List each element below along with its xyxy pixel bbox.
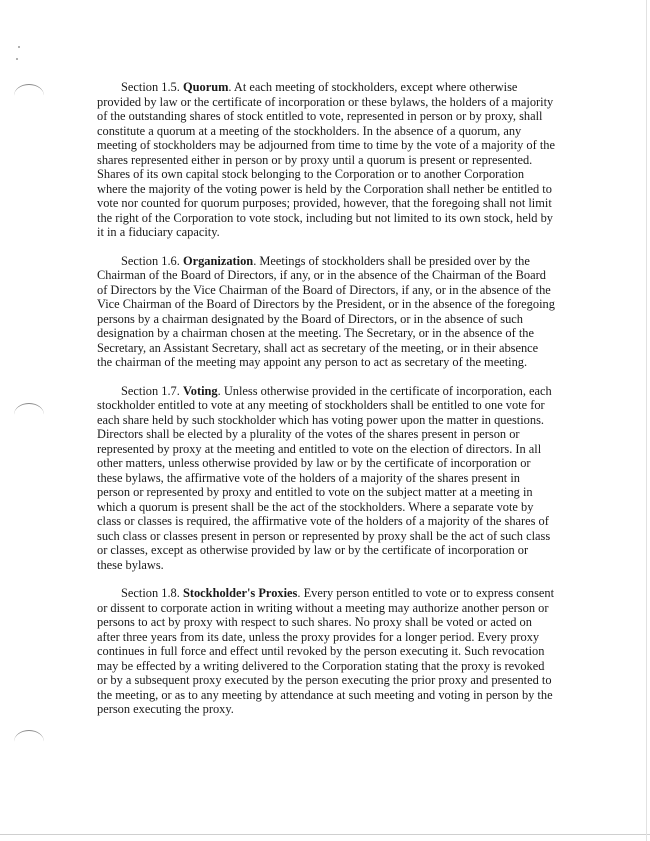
page-bottom-edge xyxy=(0,834,650,835)
section-heading: Organization xyxy=(182,253,254,268)
section-number: Section 1.8. xyxy=(121,586,180,600)
section-1-7: Section 1.7. Voting. Unless otherwise provided in the certificate of incorporation, each stockholder entitled to vote at any meeting of stockholders shall be entitled to one vote for each share held by such stockholder which has voting power upon the matter in questions. Directors shall be elected by a plurality of the votes of the shares present in person or represented by proxy at the meeting and entitled to vote on the election of directors. In all other matters, unless otherwise provided by law or by the certificate of incorporation or these bylaws, the affirmative vote of the holders of a majority of the shares present in person or represented by proxy and entitled to vote on the subject matter at a meeting in which a quorum is present shall be the act of the stockholders. Where a separate vote by class or classes is required, the affirmative vote of the holders of a majority of the shares of such class or classes present in person or represented by proxy shall be the act of such class or classes, except as otherwise provided by law or by the certificate of incorporation or these bylaws. xyxy=(97,383,552,572)
section-text: Meetings of stockholders shall be presided over by the Chairman of the Board of Directors, if any, or in the absence of the Chairman of the Board of Directors by the Vice Chairman of the Board of Directors, if any, or in the absence of the Vice Chairman of the Board of Directors by the President, or in the absence of the foregoing persons by a chairman designated by the Board of Directors, or in the absence of such designation by a chairman chosen at the meeting. The Secretary, or in the absence of the Secretary, an Assistant Secretary, shall act as secretary of the meeting, or in their absence the chairman of the meeting may appoint any person to act as secretary of the meeting. xyxy=(97,253,555,369)
punch-hole-middle xyxy=(14,403,44,426)
punch-hole-bottom xyxy=(14,730,44,753)
section-number: Section 1.7. xyxy=(121,383,180,398)
scan-speck xyxy=(16,58,18,60)
section-text: Unless otherwise provided in the certificate of incorporation, each stockholder entitled to vote at any meeting of stockholders shall be entitled to one vote for each share held by such stockholder which has voting power upon the matter in questions. Directors shall be elected by a plurality of the votes of the shares present in person or represented by proxy at the meeting and entitled to vote on the election of directors. In all other matters, unless otherwise provided by law or by the certificate of incorporation or these bylaws, the affirmative vote of the holders of a majority of the shares present in person or represented by proxy and entitled to vote on the subject matter at a meeting in which a quorum is present shall be the act of the stockholders. Where a separate vote by class or classes is required, the affirmative vote of the holders of a majority of the shares of such class or classes present in person or represented by proxy shall be the act of such class or classes, except as otherwise provided by law or by the certificate of incorporation or these bylaws. xyxy=(97,383,552,572)
section-heading: Quorum xyxy=(182,80,229,94)
punch-hole-top xyxy=(14,84,44,107)
document-body xyxy=(97,80,555,731)
section-heading: Voting xyxy=(182,383,218,398)
scan-speck xyxy=(18,46,20,48)
section-1-5: Section 1.5. Quorum. At each meeting of stockholders, except where otherwise provided by law or the certificate of incorporation or these bylaws, the holders of a majority of the outstanding shares of stock entitled to vote, represented in person or by proxy, shall constitute a quorum at a meeting of the stockholders. In the absence of a quorum, any meeting of stockholders may be adjourned from time to time by the vote of a majority of the shares represented either in person or by proxy until a quorum is present or represented. Shares of its own capital stock belonging to the Corporation or to another Corporation where the majority of the voting power is held by the Corporation shall nether be entitled to vote nor counted for quorum purposes; provided, however, that the foregoing shall not limit the right of the Corporation to vote stock, including but not limited to its own stock, held by it in a fiduciary capacity. xyxy=(97,80,555,239)
section-number: Section 1.5. xyxy=(121,80,180,94)
section-heading: Stockholder's Proxies xyxy=(182,586,298,600)
page-right-edge xyxy=(646,0,647,841)
section-text: At each meeting of stockholders, except where otherwise provided by law or the certificate of incorporation or these bylaws, the holders of a majority of the outstanding shares of stock entitled to vote, represented in person or by proxy, shall constitute a quorum at a meeting of the stockholders. In the absence of a quorum, any meeting of stockholders may be adjourned from time to time by the vote of a majority of the shares represented either in person or by proxy until a quorum is present or represented. Shares of its own capital stock belonging to the Corporation or to another Corporation where the majority of the voting power is held by the Corporation shall nether be entitled to vote nor counted for quorum purposes; provided, however, that the foregoing shall not limit the right of the Corporation to vote stock, including but not limited to its own stock, held by it in a fiduciary capacity. xyxy=(97,80,555,239)
section-number: Section 1.6. xyxy=(121,253,180,268)
section-text: Every person entitled to vote or to express consent or dissent to corporate action in writing without a meeting may authorize another person or persons to act by proxy with respect to such shares. No proxy shall be voted or acted on after three years from its date, unless the proxy provides for a longer period. Every proxy continues in full force and effect until revoked by the person executing it. Such revocation may be effected by a writing delivered to the Corporation stating that the proxy is revoked or by a subsequent proxy executed by the person executing the prior proxy and presented to the meeting, or as to any meeting by attendance at such meeting and voting in person by the person executing the proxy. xyxy=(97,586,555,716)
section-1-8: Section 1.8. Stockholder's Proxies. Every person entitled to vote or to express consent or dissent to corporate action in writing without a meeting may authorize another person or persons to act by proxy with respect to such shares. No proxy shall be voted or acted on after three years from its date, unless the proxy provides for a longer period. Every proxy continues in full force and effect until revoked by the person executing it. Such revocation may be effected by a writing delivered to the Corporation stating that the proxy is revoked or by a subsequent proxy executed by the person executing the prior proxy and presented to the meeting, or as to any meeting by attendance at such meeting and voting in person by the person executing the proxy. xyxy=(97,586,555,716)
section-1-6: Section 1.6. Organization. Meetings of stockholders shall be presided over by the Chairman of the Board of Directors, if any, or in the absence of the Chairman of the Board of Directors by the Vice Chairman of the Board of Directors, if any, or in the absence of the Vice Chairman of the Board of Directors by the President, or in the absence of the foregoing persons by a chairman designated by the Board of Directors, or in the absence of such designation by a chairman chosen at the meeting. The Secretary, or in the absence of the Secretary, an Assistant Secretary, shall act as secretary of the meeting, or in their absence the chairman of the meeting may appoint any person to act as secretary of the meeting. xyxy=(97,253,555,369)
